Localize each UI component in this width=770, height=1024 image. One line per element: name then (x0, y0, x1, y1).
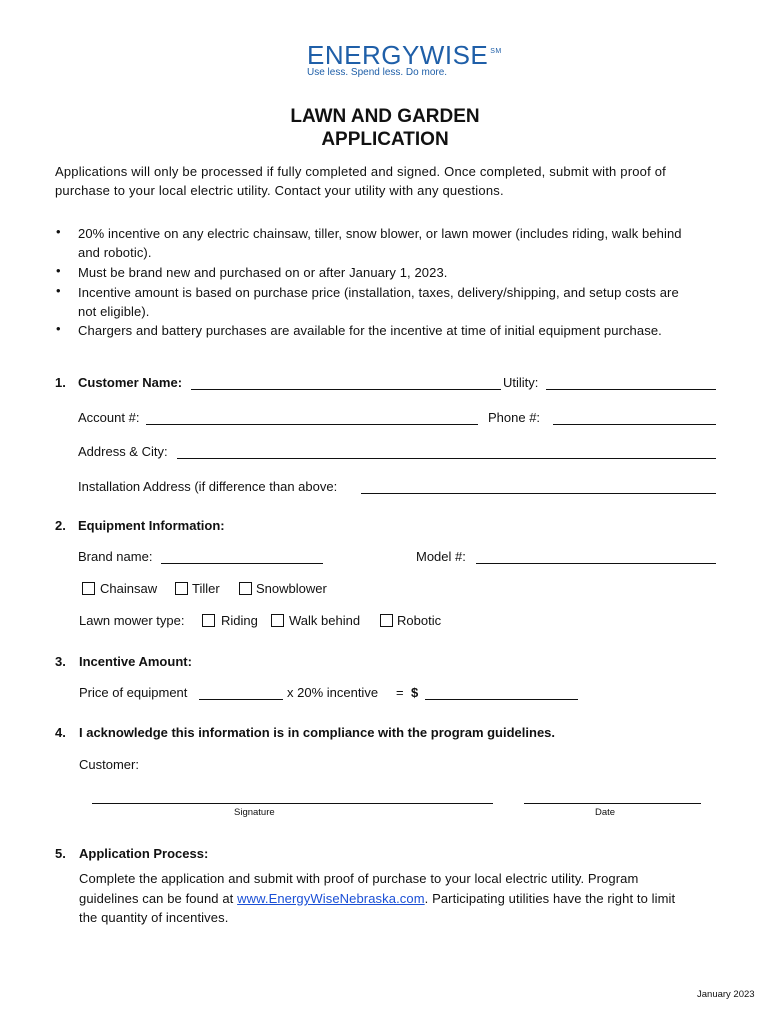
signature-field[interactable] (92, 803, 493, 804)
bullet-dot: • (56, 224, 61, 239)
price-field[interactable] (199, 699, 283, 700)
logo-brand: ENERGYWISE (307, 40, 489, 70)
section-2-number: 2. (55, 518, 66, 533)
utility-field[interactable] (546, 389, 716, 390)
mower-type-label: Lawn mower type: (79, 613, 185, 628)
section-3-title: Incentive Amount: (79, 654, 192, 669)
tiller-checkbox[interactable] (175, 582, 188, 595)
incentive-rate-label: x 20% incentive (287, 685, 379, 700)
install-address-field[interactable] (361, 493, 716, 494)
section-1-title: Customer Name: (78, 375, 183, 390)
logo-tagline: Use less. Spend less. Do more. (307, 67, 448, 78)
logo-service-mark: SM (490, 48, 502, 55)
riding-checkbox[interactable] (202, 614, 215, 627)
date-field[interactable] (524, 803, 701, 804)
energywise-website-link[interactable]: www.EnergyWiseNebraska.com (237, 891, 425, 906)
bullet-dot: • (56, 283, 61, 298)
section-5-title: Application Process: (79, 846, 209, 861)
section-2-title: Equipment Information: (78, 518, 225, 533)
bullet-dot: • (56, 263, 61, 278)
intro-line-1: Applications will only be processed if fully completed and signed. Once completed, submit with proof of (55, 164, 666, 179)
tiller-label: Tiller (192, 581, 220, 596)
bullet-2-line-1: Must be brand new and purchased on or after January 1, 2023. (78, 265, 448, 280)
process-line-2 (79, 889, 675, 908)
bullet-4-line-1: Chargers and battery purchases are available for the incentive at time of initial equipment purchase. (78, 323, 662, 338)
brand-field[interactable] (161, 563, 323, 564)
robotic-checkbox[interactable] (380, 614, 393, 627)
phone-label: Phone #: (488, 410, 541, 425)
page-title-line-1: LAWN AND GARDEN (290, 106, 480, 127)
account-label: Account #: (78, 410, 140, 425)
page-title-line-2: APPLICATION (321, 129, 449, 150)
address-field[interactable] (177, 458, 716, 459)
bullet-dot: • (56, 321, 61, 336)
model-field[interactable] (476, 563, 716, 564)
install-address-label: Installation Address (if difference than above: (78, 479, 338, 494)
snowblower-checkbox[interactable] (239, 582, 252, 595)
riding-label: Riding (221, 613, 258, 628)
account-field[interactable] (146, 424, 478, 425)
utility-label: Utility: (503, 375, 539, 390)
bullet-3-line-2: not eligible). (78, 304, 150, 319)
section-5-number: 5. (55, 846, 66, 861)
bullet-1-line-2: and robotic). (78, 245, 152, 260)
intro-line-2: purchase to your local electric utility. Contact your utility with any questions. (55, 183, 504, 198)
bullet-1-line-1: 20% incentive on any electric chainsaw, tiller, snow blower, or lawn mower (includes riding, walk behind (78, 226, 682, 241)
section-4-title: I acknowledge this information is in compliance with the program guidelines. (79, 725, 556, 740)
dollar-sign: $ (411, 685, 419, 700)
walk-behind-label: Walk behind (289, 613, 361, 628)
process-line-1: Complete the application and submit with proof of purchase to your local electric utility. Program (79, 871, 639, 886)
customer-label: Customer: (79, 757, 139, 772)
chainsaw-checkbox[interactable] (82, 582, 95, 595)
process-line-2-start: guidelines can be found at (79, 891, 238, 906)
incentive-amount-field[interactable] (425, 699, 578, 700)
snowblower-label: Snowblower (256, 581, 327, 596)
chainsaw-label: Chainsaw (100, 581, 158, 596)
footer-date: January 2023 (697, 989, 755, 1000)
process-line-2-end: . Participating utilities have the right to limit (424, 891, 676, 906)
process-line-3: the quantity of incentives. (79, 910, 229, 925)
bullet-3-line-1: Incentive amount is based on purchase price (installation, taxes, delivery/shipping, and setup costs are (78, 285, 679, 300)
section-3-number: 3. (55, 654, 66, 669)
price-label: Price of equipment (79, 685, 188, 700)
address-label: Address & City: (78, 444, 168, 459)
customer-name-field[interactable] (191, 389, 501, 390)
walk-behind-checkbox[interactable] (271, 614, 284, 627)
robotic-label: Robotic (397, 613, 442, 628)
date-caption: Date (595, 807, 616, 818)
signature-caption: Signature (234, 807, 275, 818)
phone-field[interactable] (553, 424, 716, 425)
section-1-number: 1. (55, 375, 66, 390)
model-label: Model #: (416, 549, 466, 564)
brand-label: Brand name: (78, 549, 153, 564)
section-4-number: 4. (55, 725, 66, 740)
equals-sign: = (396, 685, 404, 700)
